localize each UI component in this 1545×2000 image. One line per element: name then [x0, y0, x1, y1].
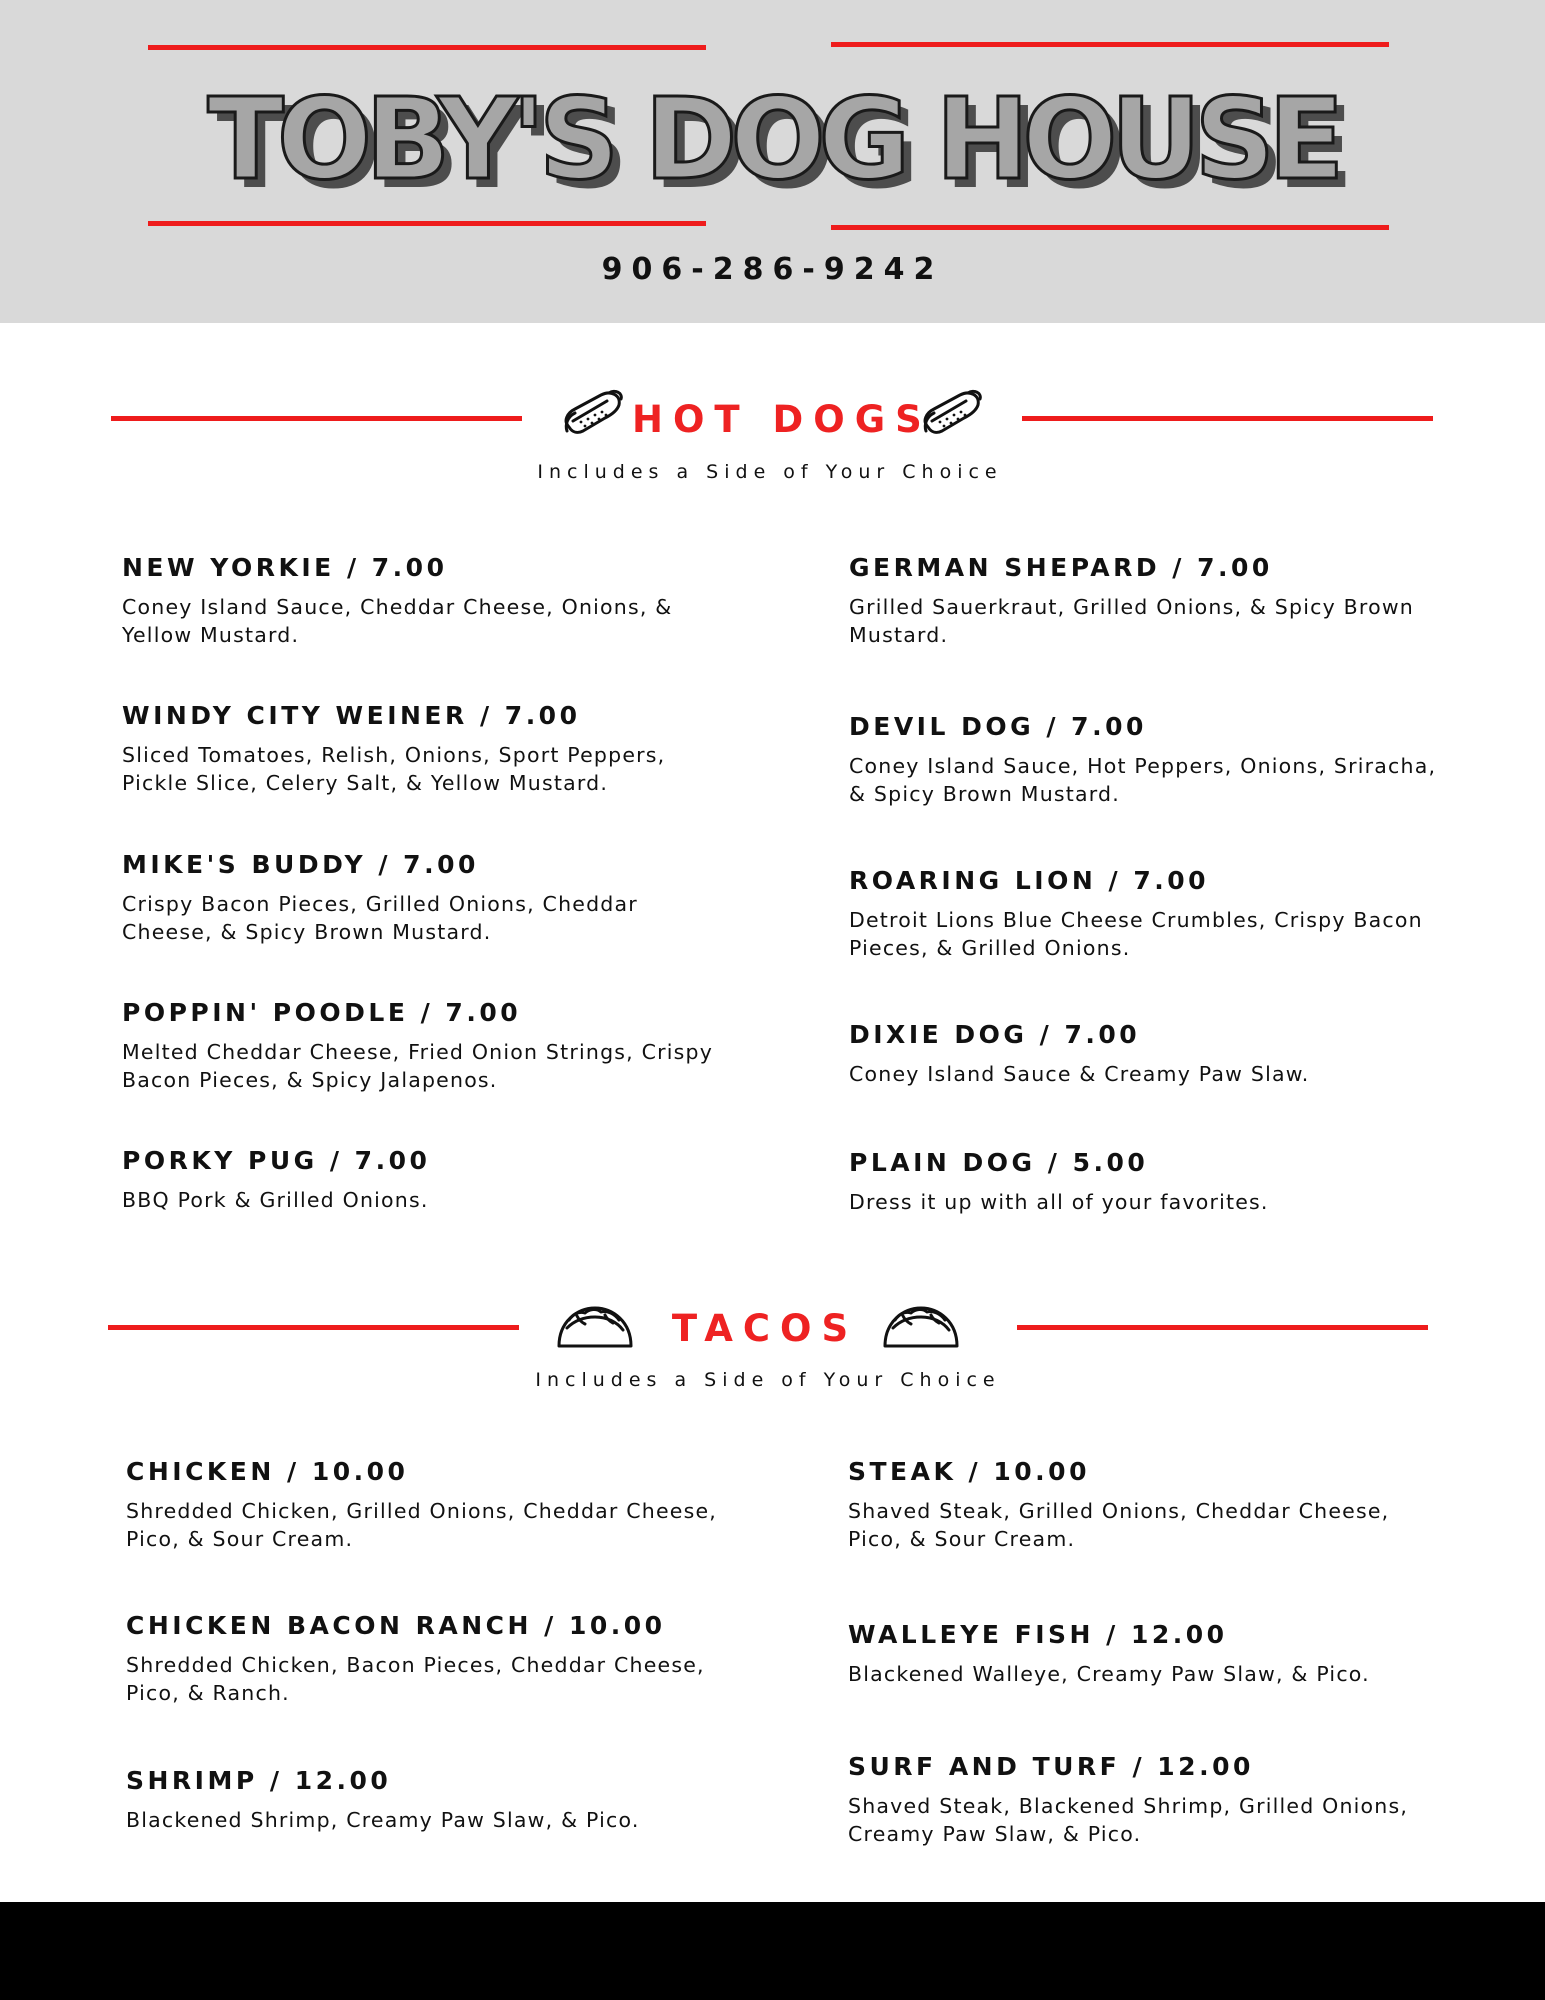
- tacos-section-subtitle: Includes a Side of Your Choice: [535, 1369, 1001, 1391]
- menu-item: [126, 1764, 726, 1834]
- menu-item-name: PLAIN DOG / 5.00: [849, 1148, 1149, 1177]
- menu-item-name: POPPIN' POODLE / 7.00: [122, 998, 522, 1027]
- title-rule-top-right: [831, 42, 1389, 47]
- menu-item-name: PORKY PUG / 7.00: [122, 1146, 431, 1175]
- menu-item-name: NEW YORKIE / 7.00: [122, 553, 448, 582]
- menu-item-description: Melted Cheddar Cheese, Fried Onion Strings, Crispy Bacon Pieces, & Spicy Jalapenos.: [122, 1040, 714, 1092]
- menu-item: [848, 1455, 1448, 1553]
- menu-item: [122, 996, 722, 1094]
- menu-item: [849, 551, 1449, 649]
- tacos-section-title: TACOS: [671, 1307, 859, 1350]
- hotdogs-section-title: HOT DOGS: [632, 398, 932, 441]
- menu-item-description: Crispy Bacon Pieces, Grilled Onions, Cheddar Cheese, & Spicy Brown Mustard.: [122, 892, 638, 944]
- menu-item: [122, 699, 722, 797]
- menu-item-description: Shredded Chicken, Grilled Onions, Cheddar Cheese, Pico, & Sour Cream.: [126, 1499, 718, 1551]
- taco-icon: [881, 1302, 961, 1352]
- menu-item: [849, 1018, 1449, 1088]
- menu-item-name: DIXIE DOG / 7.00: [849, 1020, 1141, 1049]
- menu-item-name: SURF AND TURF / 12.00: [848, 1752, 1254, 1781]
- menu-item-description: Blackened Walleye, Creamy Paw Slaw, & Pico.: [848, 1662, 1370, 1686]
- menu-item-name: WINDY CITY WEINER / 7.00: [122, 701, 581, 730]
- hotdogs-section-subtitle: Includes a Side of Your Choice: [537, 461, 1003, 483]
- menu-item-description: Sliced Tomatoes, Relish, Onions, Sport Peppers, Pickle Slice, Celery Salt, & Yellow Mustard.: [122, 743, 666, 795]
- menu-item-description: Shaved Steak, Grilled Onions, Cheddar Cheese, Pico, & Sour Cream.: [848, 1499, 1390, 1551]
- title-rule-top-left: [148, 45, 706, 50]
- menu-item: [122, 1144, 722, 1214]
- menu-item-name: GERMAN SHEPARD / 7.00: [849, 553, 1273, 582]
- phone-number: 906-286-9242: [601, 252, 944, 287]
- menu-item-description: Coney Island Sauce, Cheddar Cheese, Onions, & Yellow Mustard.: [122, 595, 673, 647]
- menu-item-name: DEVIL DOG / 7.00: [849, 712, 1147, 741]
- tacos-rule-left: [108, 1325, 519, 1330]
- menu-item: [122, 551, 722, 649]
- menu-item: [849, 710, 1449, 808]
- menu-item-description: Shaved Steak, Blackened Shrimp, Grilled Onions, Creamy Paw Slaw, & Pico.: [848, 1794, 1409, 1846]
- taco-icon: [555, 1302, 635, 1352]
- hot-dog-icon: [920, 385, 984, 441]
- menu-item-description: Coney Island Sauce & Creamy Paw Slaw.: [849, 1062, 1310, 1086]
- title-rule-bottom-right: [831, 225, 1389, 230]
- menu-item: [849, 864, 1449, 962]
- hotdogs-rule-left: [111, 416, 522, 421]
- menu-item-name: MIKE'S BUDDY / 7.00: [122, 850, 479, 879]
- menu-item-name: STEAK / 10.00: [848, 1457, 1090, 1486]
- menu-item: [848, 1618, 1448, 1688]
- menu-item-name: SHRIMP / 12.00: [126, 1766, 392, 1795]
- menu-item-name: WALLEYE FISH / 12.00: [848, 1620, 1228, 1649]
- menu-item: [848, 1750, 1448, 1848]
- menu-item-name: CHICKEN / 10.00: [126, 1457, 409, 1486]
- menu-item-description: Detroit Lions Blue Cheese Crumbles, Crispy Bacon Pieces, & Grilled Onions.: [849, 908, 1423, 960]
- menu-item-description: Grilled Sauerkraut, Grilled Onions, & Spicy Brown Mustard.: [849, 595, 1414, 647]
- menu-item-name: ROARING LION / 7.00: [849, 866, 1210, 895]
- header-banner: [0, 0, 1545, 323]
- menu-item-description: Dress it up with all of your favorites.: [849, 1190, 1269, 1214]
- restaurant-title: TOBY'S DOG HOUSE: [207, 75, 1338, 205]
- title-rule-bottom-left: [148, 221, 706, 226]
- hot-dog-icon: [561, 385, 625, 441]
- tacos-rule-right: [1017, 1325, 1428, 1330]
- hotdogs-rule-right: [1022, 416, 1433, 421]
- menu-item: [849, 1146, 1449, 1216]
- menu-item-description: Blackened Shrimp, Creamy Paw Slaw, & Pico.: [126, 1808, 640, 1832]
- footer-bar: [0, 1902, 1545, 2000]
- menu-item-name: CHICKEN BACON RANCH / 10.00: [126, 1611, 666, 1640]
- menu-item-description: Shredded Chicken, Bacon Pieces, Cheddar Cheese, Pico, & Ranch.: [126, 1653, 705, 1705]
- menu-item-description: Coney Island Sauce, Hot Peppers, Onions, Sriracha, & Spicy Brown Mustard.: [849, 754, 1437, 806]
- menu-item: [122, 848, 722, 946]
- menu-item-description: BBQ Pork & Grilled Onions.: [122, 1188, 429, 1212]
- menu-item: [126, 1455, 726, 1553]
- menu-item: [126, 1609, 726, 1707]
